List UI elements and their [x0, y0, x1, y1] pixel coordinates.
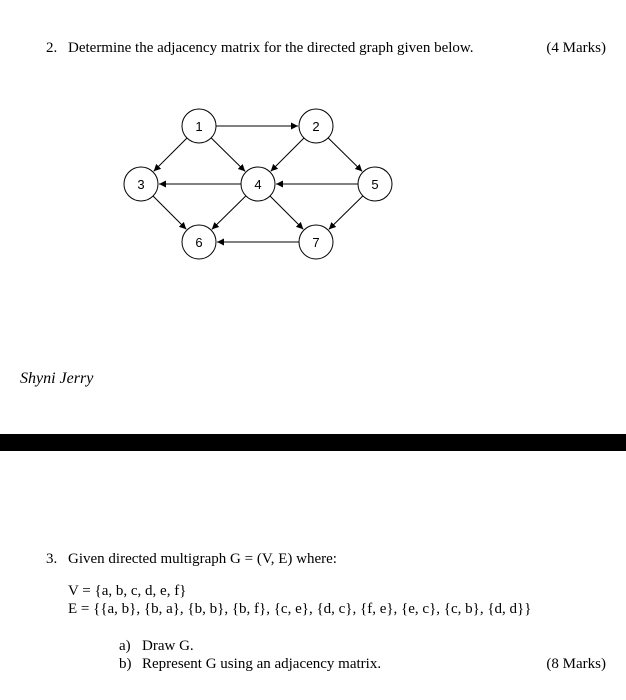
edge-1-to-3: [154, 138, 187, 171]
node-label: 3: [137, 177, 145, 192]
graph-node-4: [241, 167, 275, 201]
edge-2-to-5: [328, 138, 362, 171]
separator-bar: [0, 434, 626, 451]
node-label: 4: [254, 177, 262, 192]
edge-5-to-7: [329, 196, 363, 229]
graph-node-5: [358, 167, 392, 201]
part-a-label: a): [119, 638, 131, 654]
part-a-text: Draw G.: [142, 638, 194, 654]
edge-2-to-4: [271, 138, 304, 171]
edge-set: E = {{a, b}, {b, a}, {b, b}, {b, f}, {c, e}, {d, c}, {f, e}, {e, c}, {c, b}, {d, d}}: [68, 601, 532, 617]
question-2-text: Determine the adjacency matrix for the directed graph given below.: [68, 40, 474, 56]
node-label: 1: [195, 119, 203, 134]
edge-4-to-7: [270, 196, 303, 229]
vertex-set: V = {a, b, c, d, e, f}: [68, 583, 187, 599]
question-3-number: 3.: [46, 551, 58, 567]
node-label: 5: [371, 177, 379, 192]
node-label: 2: [312, 119, 320, 134]
part-b-label: b): [119, 656, 132, 672]
part-b-text: Represent G using an adjacency matrix.: [142, 656, 382, 672]
edge-3-to-6: [153, 196, 186, 229]
edge-4-to-6: [212, 196, 246, 229]
signature: Shyni Jerry: [20, 370, 94, 387]
node-label: 7: [312, 235, 320, 250]
question-2-number: 2.: [46, 40, 58, 56]
directed-graph: [0, 0, 626, 300]
question-3-marks: (8 Marks): [546, 656, 606, 672]
graph-node-6: [182, 225, 216, 259]
edge-1-to-4: [211, 138, 245, 171]
graph-node-2: [299, 109, 333, 143]
graph-node-7: [299, 225, 333, 259]
graph-node-1: [182, 109, 216, 143]
graph-node-3: [124, 167, 158, 201]
question-2-marks: (4 Marks): [546, 40, 606, 56]
node-label: 6: [195, 235, 203, 250]
question-3-text: Given directed multigraph G = (V, E) where:: [68, 551, 337, 567]
